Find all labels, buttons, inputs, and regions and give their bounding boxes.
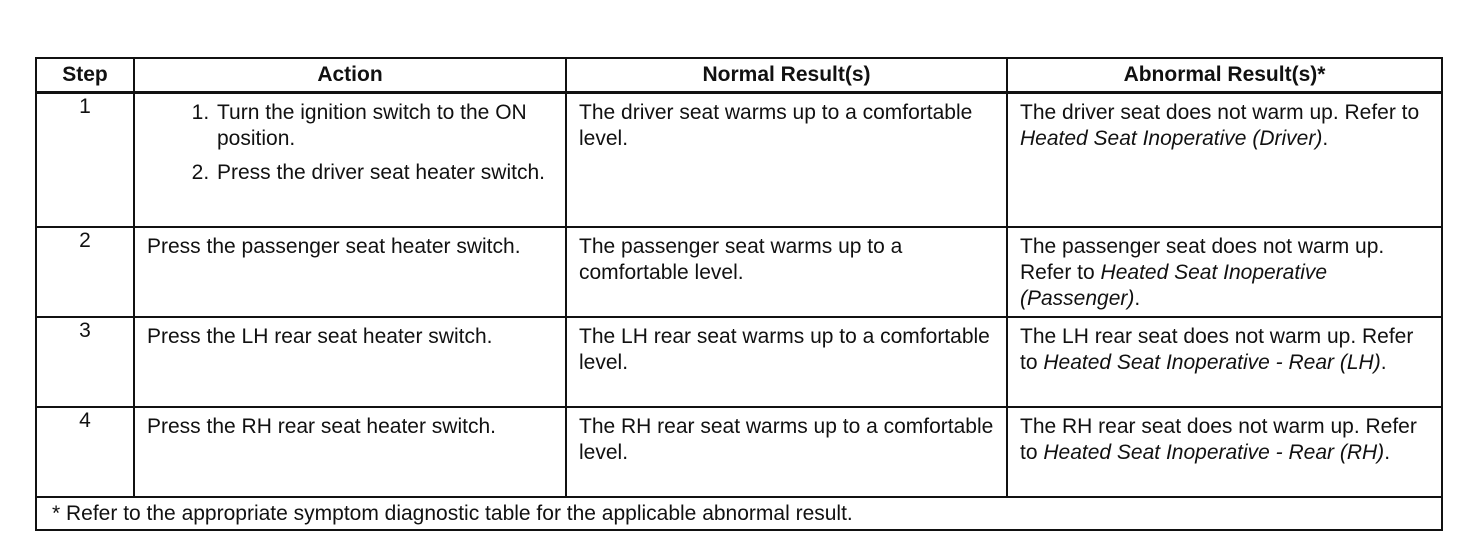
diagnostic-table — [35, 57, 1443, 531]
action-cell — [134, 93, 566, 228]
abnormal-text: The RH rear seat does not warm up. Refer to — [1020, 415, 1417, 464]
table-row — [36, 227, 1442, 317]
abnormal-result — [1007, 407, 1442, 497]
normal-result: The LH rear seat warms up to a comfortable level. — [566, 317, 1007, 407]
reference-link[interactable]: Heated Seat Inoperative (Passenger) — [1020, 261, 1328, 310]
abnormal-result — [1007, 227, 1442, 317]
action-cell: Press the RH rear seat heater switch. — [134, 407, 566, 497]
header-abnormal-results: Abnormal Result(s)* — [1007, 58, 1442, 93]
header-normal-results: Normal Result(s) — [566, 58, 1007, 93]
step-number: 3 — [36, 317, 134, 407]
action-cell: Press the passenger seat heater switch. — [134, 227, 566, 317]
abnormal-suffix: . — [1384, 441, 1391, 464]
header-step: Step — [36, 58, 134, 93]
step-number: 1 — [36, 93, 134, 228]
reference-link[interactable]: Heated Seat Inoperative - Rear (LH) — [1043, 351, 1381, 374]
normal-result: The passenger seat warms up to a comfortable level. — [566, 227, 1007, 317]
abnormal-text: The passenger seat does not warm up. Refer to — [1020, 235, 1385, 284]
abnormal-result — [1007, 93, 1442, 228]
abnormal-text: The driver seat does not warm up. Refer to — [1020, 101, 1420, 124]
abnormal-result — [1007, 317, 1442, 407]
table-row — [36, 93, 1442, 228]
step-number: 2 — [36, 227, 134, 317]
normal-result: The driver seat warms up to a comfortable level. — [566, 93, 1007, 228]
action-step-list — [147, 100, 555, 186]
table-row — [36, 407, 1442, 497]
step-number: 4 — [36, 407, 134, 497]
abnormal-suffix: . — [1380, 351, 1387, 374]
table-row — [36, 317, 1442, 407]
action-step: 1. Turn the ignition switch to the ON position. — [215, 100, 555, 152]
abnormal-suffix: . — [1322, 127, 1329, 150]
reference-link[interactable]: Heated Seat Inoperative (Driver) — [1020, 127, 1323, 150]
abnormal-text: The LH rear seat does not warm up. Refer to — [1020, 325, 1414, 374]
header-row — [36, 58, 1442, 93]
footnote-row — [36, 497, 1442, 530]
reference-link[interactable]: Heated Seat Inoperative - Rear (RH) — [1043, 441, 1385, 464]
action-step: 2. Press the driver seat heater switch. — [215, 160, 555, 186]
header-action: Action — [134, 58, 566, 93]
normal-result: The RH rear seat warms up to a comfortable level. — [566, 407, 1007, 497]
action-cell: Press the LH rear seat heater switch. — [134, 317, 566, 407]
footnote: * Refer to the appropriate symptom diagnostic table for the applicable abnormal result. — [36, 497, 1442, 530]
abnormal-suffix: . — [1134, 287, 1141, 310]
